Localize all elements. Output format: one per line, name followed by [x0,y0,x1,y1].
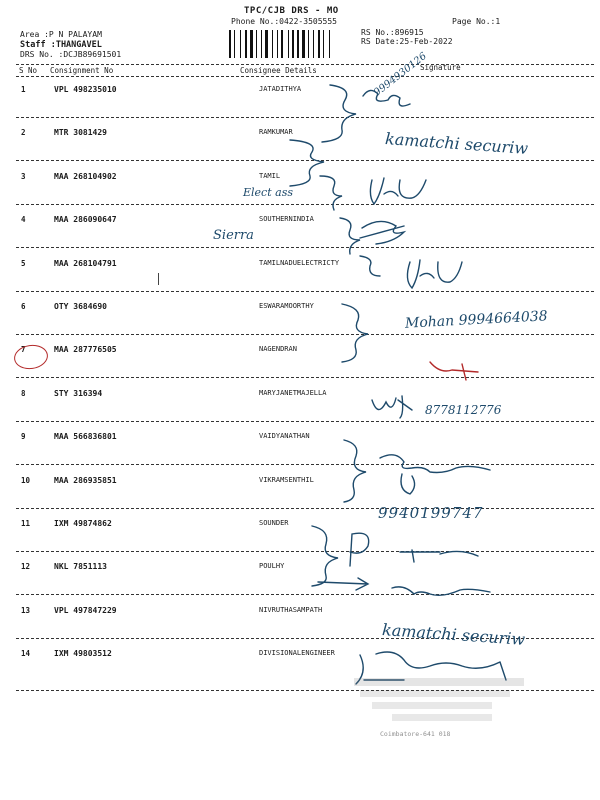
consignment-number: MAA 566836801 [54,432,117,441]
table-row [0,85,600,105]
consignment-number: MAA 286090647 [54,215,117,224]
row-divider [16,117,594,118]
office-stamp [352,676,527,746]
consignment-number: VPL 497847229 [54,606,117,615]
row-divider [16,594,594,595]
table-row [0,649,600,669]
drs-number: DRS No. :DCJB89691501 [20,50,122,59]
handwritten-phone-row1: 9994930126 [372,50,429,99]
consignee-name: SOUNDER [259,519,289,527]
handwritten-signature-row2: kamatchi securiw [384,129,529,158]
barcode-bar [234,30,235,58]
barcode-bar [321,30,322,58]
barcode-bar [292,30,294,58]
area-label: Area :P N PALAYAM [20,30,102,39]
row-serial: 4 [21,215,26,224]
barcode-bar [288,30,289,58]
barcode-bar [269,30,271,58]
barcode-bar [248,30,249,58]
margin-mark [158,273,165,285]
table-row [0,476,600,496]
barcode-bar [329,30,330,58]
row-divider [16,551,594,552]
barcode-bar [310,30,312,58]
handwritten-text-row4: Sierra [213,228,254,243]
row-divider [16,421,594,422]
consignee-name: JATADITHYA [259,85,302,93]
barcode-bar [318,30,320,58]
barcode-bar [290,30,291,58]
row-divider [16,291,594,292]
consignee-name: NIVRUTHASAMPATH [259,606,323,614]
table-row [0,172,600,192]
row-serial: 10 [21,476,31,485]
row-serial: 7 [21,345,26,354]
barcode-bar [263,30,264,58]
consignee-name: POULHY [259,562,285,570]
consignment-number: MAA 268104791 [54,259,117,268]
consignment-number: IXM 49803512 [54,649,112,658]
consignee-name: DIVISIONALENGINEER [259,649,335,657]
table-row [0,562,600,582]
phone-number: Phone No.:0422-3505555 [231,17,337,26]
consignment-number: OTY 3684690 [54,302,107,311]
row-serial: 6 [21,302,26,311]
rs-number: RS No.:896915 [361,28,424,37]
barcode-bar [229,30,231,58]
handwritten-phone-row8: 8778112776 [425,403,502,417]
barcode-bar [315,30,317,58]
consignment-number: MAA 268104902 [54,172,117,181]
row-divider [16,160,594,161]
row-serial: 3 [21,172,26,181]
barcode-bar [279,30,280,58]
consignment-number: NKL 7851113 [54,562,107,571]
row-divider [16,247,594,248]
consignee-name: SOUTHERNINDIA [259,215,314,223]
page-number: Page No.:1 [452,17,501,26]
table-row [0,345,600,365]
barcode-bar [254,30,255,58]
consignee-name: TAMIL [259,172,281,180]
row-divider [16,377,594,378]
barcode-bar [242,30,244,58]
barcode-bar [295,30,296,58]
row-serial: 5 [21,259,26,268]
row-divider [16,464,594,465]
handwritten-text-row3: Elect ass [243,186,293,199]
barcode-bar [265,30,268,58]
barcode-bar [281,30,283,58]
barcode-bar [240,30,241,58]
rs-date: RS Date:25-Feb-2022 [361,37,453,46]
consignee-name: VIKRAMSENTHIL [259,476,314,484]
barcode-bar [277,30,278,58]
barcode-bar [331,30,333,58]
sheet-title: TPC/CJB DRS - MO [244,6,339,16]
stamp-city-line: Coimbatore-641 018 [380,730,451,738]
row-serial: 2 [21,128,26,137]
row-divider [16,204,594,205]
consignment-number: MAA 287776505 [54,345,117,354]
barcode-bar [256,30,257,58]
barcode-bar [245,30,247,58]
row-serial: 8 [21,389,26,398]
consignee-name: NAGENDRAN [259,345,297,353]
row-divider [16,508,594,509]
row-serial: 9 [21,432,26,441]
consignment-number: STY 316394 [54,389,103,398]
barcode-bar [236,30,239,58]
consignee-name: MARYJANETMAJELLA [259,389,327,397]
barcode-bar [272,30,273,58]
row-divider [16,334,594,335]
row-serial: 13 [21,606,31,615]
barcode-bar [308,30,309,58]
col-consignment: Consignment No [50,66,114,75]
consignment-number: VPL 498235010 [54,85,117,94]
handwritten-signature-row6: Mohan 9994664038 [404,308,548,332]
table-row [0,215,600,235]
barcode-bar [261,30,262,58]
consignment-number: MAA 286935851 [54,476,117,485]
barcode-bar [250,30,253,58]
handwritten-phone-row10: 9940199747 [378,504,484,522]
columns-divider [16,76,594,77]
consignment-number: MTR 3081429 [54,128,107,137]
consignee-name: VAIDYANATHAN [259,432,310,440]
handwritten-signature-row13: kamatchi securiw [381,620,526,649]
table-row [0,519,600,539]
barcode-bar [232,30,233,58]
barcode-bar [274,30,276,58]
barcode-bar [323,30,324,58]
consignee-name: TAMILNADUELECTRICTY [259,259,340,267]
barcode-bar [306,30,307,58]
row-serial: 12 [21,562,31,571]
barcode-bar [302,30,305,58]
barcode-bar [313,30,314,58]
row-serial: 1 [21,85,26,94]
header-divider [16,64,594,65]
consignee-name: ESWARAMOORTHY [259,302,314,310]
barcode [229,30,349,58]
barcode-bar [300,30,301,58]
barcode-bar [258,30,260,58]
table-bottom-divider [16,690,594,691]
barcode-bar [297,30,299,58]
col-consignee: Consignee Details [240,66,317,75]
table-row [0,389,600,409]
consignment-number: IXM 49874862 [54,519,112,528]
col-signature: Signature [420,63,461,72]
consignee-name: RAMKUMAR [259,128,293,136]
row-serial: 14 [21,649,31,658]
barcode-bar [284,30,287,58]
table-row [0,259,600,279]
table-row [0,606,600,626]
col-sno: S No [19,66,38,75]
table-row [0,432,600,452]
staff-label: Staff :THANGAVEL [20,40,102,50]
row-serial: 11 [21,519,31,528]
barcode-bar [325,30,328,58]
